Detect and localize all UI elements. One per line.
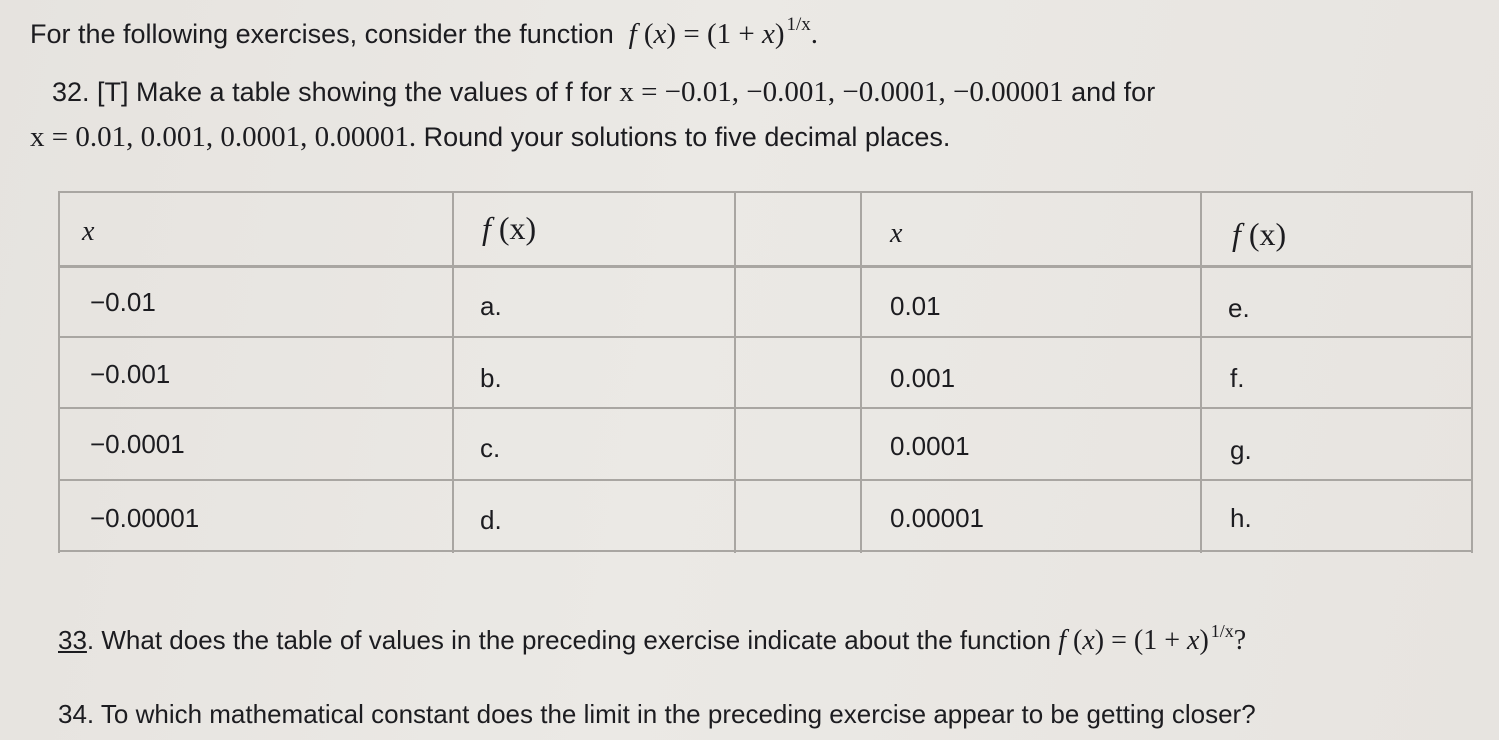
intro-text: For the following exercises, consider the function: [30, 19, 614, 49]
exercise-33-number: 33: [58, 625, 87, 655]
table-border-right: [1471, 191, 1473, 553]
intro-formula: f (x) = (1 + x) $^{1/x}$.: [628, 14, 819, 50]
table-border-left: [58, 191, 60, 553]
f-negative-cell: c.: [480, 433, 501, 463]
intro-formula-exponent: 1/x: [786, 14, 811, 35]
f-negative-cell: d.: [480, 505, 502, 535]
table-border-bottom: [58, 550, 1473, 552]
exercise-33-formula-exponent: 1/x: [1210, 621, 1234, 641]
header-f-negative-arg: (x): [498, 210, 537, 246]
table-header-separator: [58, 265, 1473, 268]
header-f-negative: [482, 210, 537, 246]
table-border-top: [58, 191, 1473, 193]
exercise-33-formula-f: f: [1058, 625, 1066, 656]
f-positive-cell: f.: [1230, 363, 1245, 393]
intro-line: [30, 14, 819, 54]
f-negative-cell: b.: [480, 363, 502, 393]
x-negative-cell: −0.00001: [90, 503, 200, 533]
exercise-32-line-1: [52, 76, 1155, 108]
intro-formula-x2: x: [761, 18, 775, 50]
f-positive-cell: e.: [1228, 293, 1250, 323]
table-divider-2: [734, 191, 736, 553]
header-f-negative-name: f: [482, 210, 491, 246]
exercise-33-text: . What does the table of values in the preceding exercise indicate about the function: [86, 625, 1051, 655]
exercise-32-line-2: [30, 121, 950, 153]
header-f-positive-arg: (x): [1248, 216, 1287, 252]
x-positive-cell: 0.0001: [890, 431, 970, 461]
exercise-33-formula: f (x) = (1 + x) $^{1/x}$?: [1058, 621, 1247, 656]
intro-formula-f: f: [628, 18, 637, 50]
table-divider-4: [1200, 191, 1202, 553]
intro-formula-rhs: = (1 +: [683, 18, 755, 50]
intro-formula-x: x: [653, 18, 667, 50]
exercise-33-formula-x2: x: [1187, 625, 1200, 656]
table-row-separator-3: [58, 479, 1473, 481]
exercise-33-formula-x: x: [1082, 625, 1095, 656]
exercise-32-prefix: 32. [T] Make a table showing the values of f for: [52, 77, 612, 107]
intro-formula-close: ): [774, 18, 785, 50]
exercise-34-line: [58, 698, 1256, 730]
table-divider-1: [452, 191, 454, 553]
x-positive-cell: 0.01: [890, 291, 941, 321]
header-x-negative: x: [82, 216, 95, 247]
f-negative-cell: a.: [480, 291, 502, 321]
x-negative-cell: −0.001: [90, 359, 171, 389]
f-positive-cell: g.: [1230, 435, 1252, 465]
table-row-separator-1: [58, 336, 1473, 338]
x-positive-cell: 0.00001: [890, 503, 984, 533]
f-positive-cell: h.: [1230, 503, 1252, 533]
table-divider-3: [860, 191, 862, 553]
exercise-32-round-instruction: Round your solutions to five decimal places.: [423, 122, 951, 152]
table-row-separator-2: [58, 407, 1473, 409]
values-table: [58, 191, 1474, 553]
exercise-32-negative-values: x = −0.01, −0.001, −0.0001, −0.00001: [619, 76, 1064, 108]
header-f-positive-name: f: [1232, 216, 1241, 252]
x-negative-cell: −0.0001: [90, 429, 185, 459]
intro-formula-period: .: [810, 18, 819, 50]
header-x-positive: x: [890, 218, 903, 249]
exercise-33-question-mark: ?: [1233, 625, 1247, 656]
exercise-32-and-for: and for: [1071, 77, 1156, 107]
exercise-33-line: [58, 621, 1247, 659]
exercise-33-formula-close: ): [1199, 625, 1209, 656]
exercise-34-text: 34. To which mathematical constant does the limit in the preceding exercise appear to be getting closer?: [58, 699, 1256, 729]
exercise-33-formula-rhs: = (1 +: [1111, 625, 1180, 656]
header-f-positive: [1232, 216, 1287, 252]
x-negative-cell: −0.01: [90, 287, 156, 317]
exercise-32-positive-values: x = 0.01, 0.001, 0.0001, 0.00001.: [30, 121, 417, 153]
x-positive-cell: 0.001: [890, 363, 956, 393]
